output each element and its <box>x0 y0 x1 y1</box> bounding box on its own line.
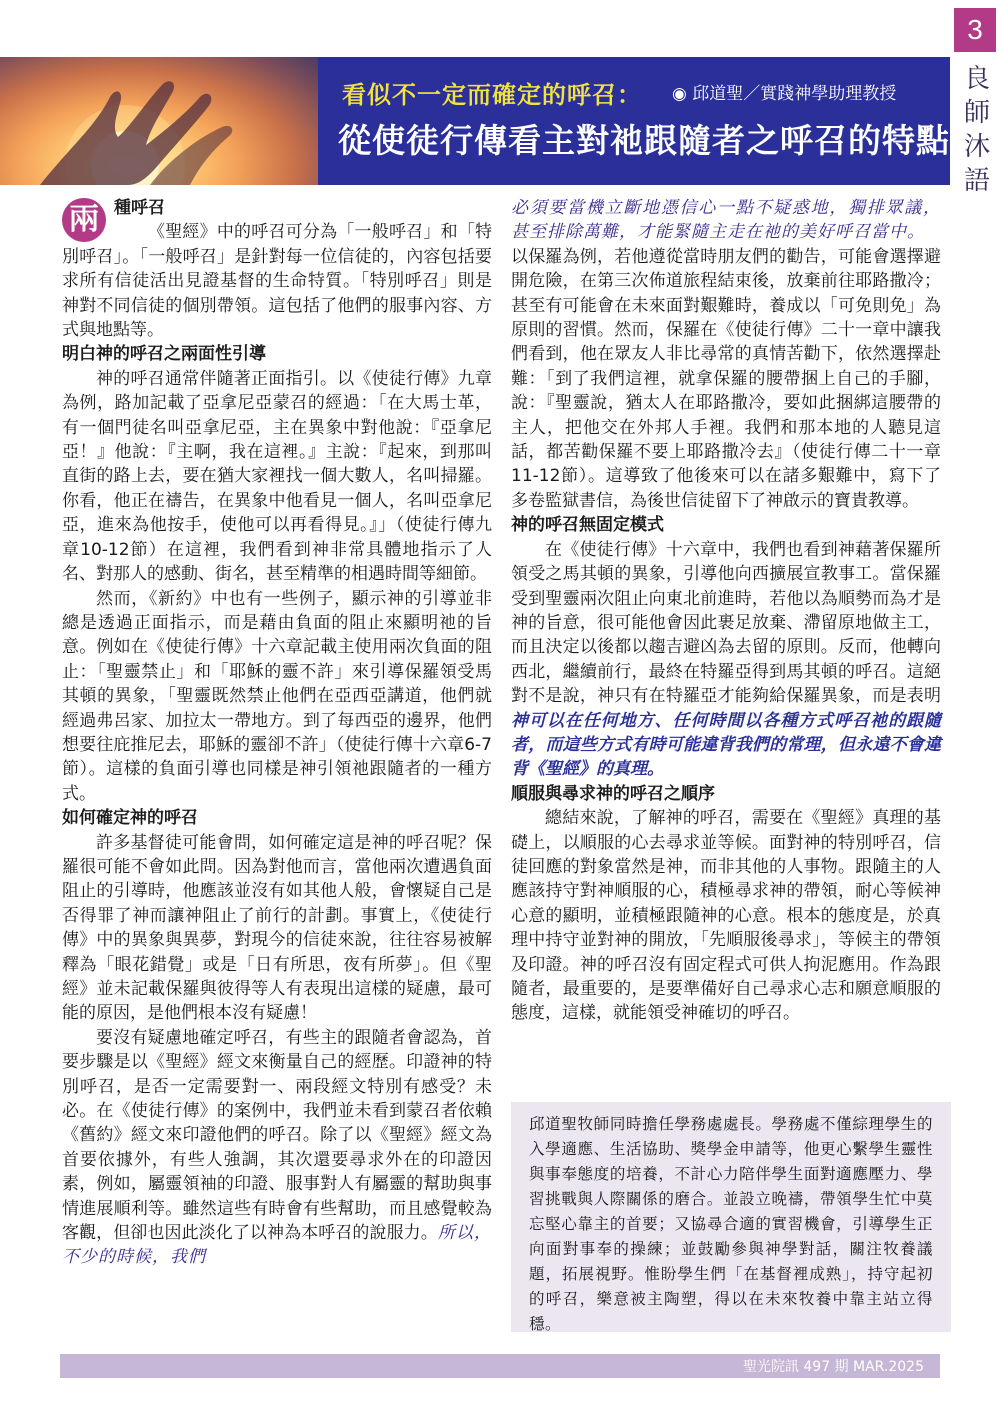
hands-silhouette-icon <box>0 57 318 185</box>
paragraph: 總結來說，了解神的呼召，需要在《聖經》真理的基礎上，以順服的心去尋求並等候。面對神的特別呼召，信徒回應的對象當然是神，而非其他的人事物。跟隨主的人應該持守對神順服的心，積極尋求神的帶領，耐心等候神心意的顯明，並積極跟隨神的心意。根本的態度是，於真理中持守並對神的開放，「先順服後尋求」，等候主的帶領及印證。神的呼召沒有固定程式可供人拘泥應用。作為跟隨者，最重要的，是要準備好自己尋求心志和願意順服的態度，這樣，就能領受神確切的呼召。 <box>511 808 941 1024</box>
author-bio: 邱道聖牧師同時擔任學務處處長。學務處不僅綜理學生的入學適應、生活協助、獎學金申請等，他更心繫學生靈性與事奉態度的培養，不計心力陪伴學生面對適應壓力、學習挑戰與人際關係的磨合。並設立晚禱，帶領學生忙中莫忘堅心靠主的首要；又協尋合適的實習機會，引導學生正向面對事奉的操練；並鼓勵參與神學對話，關注牧養議題，拓展視野。惟盼學生們「在基督裡成熟」，持守起初的呼召，樂意被主陶塑，得以在未來牧養中靠主站立得穩。 <box>529 1115 933 1333</box>
article-headline: 從使徒行傳看主對祂跟隨者之呼召的特點 <box>338 121 950 160</box>
paragraph: 以保羅為例，若他遵從當時朋友們的勸告，可能會選擇避開危險，在第三次佈道旅程結束後，放棄前往耶路撒冷；甚至有可能會在未來面對艱難時，養成以「可免則免」為原則的習慣。然而，保羅在《使徒行傳》二十一章中讓我們看到，他在眾友人非比尋常的真情苦勸下，依然選擇赴難：「到了我們這裡，就拿保羅的腰帶捆上自己的手腳，說：『聖靈說，猶太人在耶路撒冷，要如此捆綁這腰帶的主人，把他交在外邦人手裡。我們和那本地的人聽見這話，都苦勸保羅不要上耶路撒冷去』（使徒行傳二十一章11-12節）。這導致了他後來可以在諸多艱難中，寫下了多卷監獄書信，為後世信徒留下了神啟示的寶貴教導。 <box>511 246 941 511</box>
paragraph: 然而，《新約》中也有一些例子，顯示神的引導並非總是透過正面指示，而是藉由負面的阻止來顯明祂的旨意。例如在《使徒行傳》十六章記載主使用兩次負面的阻止：「聖靈禁止」和「耶穌的靈不許」來引導保羅領受馬其頓的異象，「聖靈既然禁止他們在亞西亞講道，他們就經過弗呂家、加拉太一帶地方。到了每西亞的邊界，他們想要往庇推尼去，耶穌的靈卻不許」（使徒行傳十六章6-7節）。這樣的負面引導也同樣是神引領祂跟隨者的一種方式。 <box>62 588 492 804</box>
left-column <box>62 196 492 1270</box>
title-banner <box>0 57 950 185</box>
paragraph-text: 要沒有疑慮地確定呼召，有些主的跟隨者會認為，首要步驟是以《聖經》經文來衡量自己的經歷。印證神的特別呼召，是否一定需要對一、兩段經文特別有感受？未必。在《使徒行傳》的案例中，我們並未看到蒙召者依賴《舊約》經文來印證他們的呼召。除了以《聖經》經文為首要依據外，有些人強調，其次還要尋求外在的印證因素，例如，屬靈領袖的印證、服事對人有屬靈的幫助與事情進展順利等。雖然這些有時會有些幫助，而且感覺較為客觀，但卻也因此淡化了以神為本呼召的說服力。 <box>62 1027 492 1244</box>
emphasis-text: 神可以在任何地方、任何時間以各種方式呼召祂的跟隨者，而這些方式有時可能違背我們的常理，但永遠不會違背《聖經》的真理。 <box>511 710 941 780</box>
highlight-quote: 必須要當機立斷地憑信心一點不疑惑地，獨排眾議，甚至排除萬難，才能緊隨主走在祂的美好呼召當中。 <box>511 198 941 243</box>
section-heading: 如何確定神的呼召 <box>62 808 198 829</box>
footer-issue: 聖光院訊 497 期 MAR.2025 <box>742 1359 924 1375</box>
top-stripe <box>0 0 950 57</box>
column-name: 良師沐語 <box>963 64 990 196</box>
highlight-quote: 所以，不少的時候，我們 <box>62 1223 493 1268</box>
paragraph <box>62 1026 492 1270</box>
right-column <box>511 196 941 1026</box>
author-bio-box <box>511 1102 951 1332</box>
page-number: 3 <box>954 8 996 52</box>
paragraph: 許多基督徒可能會問，如何確定這是神的呼召呢？保羅很可能不會如此問。因為對他而言，當他兩次遭遇負面阻止的引導時，他應該並沒有如其他人般，會懷疑自己是否得罪了神而讓神阻止了前行的計劃。事實上，《使徒行傳》中的異象與異夢，對現今的信徒來說，往往容易被解釋為「眼花錯覺」或是「日有所思，夜有所夢」。但《聖經》並未記載保羅與彼得等人有表現出這樣的疑慮，最可能的原因，是他們根本沒有疑慮！ <box>62 832 492 1024</box>
paragraph: 神的呼召通常伴隨著正面指引。以《使徒行傳》九章為例，路加記載了亞拿尼亞蒙召的經過：「在大馬士革，有一個門徒名叫亞拿尼亞，主在異象中對他說：『亞拿尼亞！』他說：『主啊，我在這裡。』主說：『起來，到那叫直街的路上去，要在猶大家裡找一個大數人，名叫掃羅。你看，他正在禱告，在異象中他看見一個人，名叫亞拿尼亞，進來為他按手，使他可以再看得見。』」（使徒行傳九章10-12節）在這裡，我們看到神非常具體地指示了人名、對那人的感動、街名，甚至精準的相遇時間等細節。 <box>62 368 492 585</box>
paragraph-text: 在《使徒行傳》十六章中，我們也看到神藉著保羅所領受之馬其頓的異象，引導他向西擴展宣教事工。當保羅受到聖靈兩次阻止向東北前進時，若他以為順勢而為才是神的旨意，很可能他會因此裹足放棄、滯留原地做主工，而且決定以後都以趨吉避凶為去留的原則。反而，他轉向西北，繼續前行，最終在特羅亞得到馬其頓的呼召。這絕對不是說，神只有在特羅亞才能夠給保羅異象，而是表明 <box>511 539 941 707</box>
paragraph: 《聖經》中的呼召可分為「一般呼召」和「特別呼召」。「一般呼召」是針對每一位信徒的，內容包括要求所有信徒活出見證基督的生命特質。「特別呼召」則是神對不同信徒的個別帶領。這包括了他們的服事內容、方式與地點等。 <box>62 222 492 341</box>
footer-bar <box>60 1354 940 1378</box>
article-kicker: 看似不一定而確定的呼召： <box>342 81 642 109</box>
section-heading: 神的呼召無固定模式 <box>511 515 664 536</box>
section-heading: 明白神的呼召之兩面性引導 <box>62 344 266 365</box>
hands-sunlight-image <box>0 57 318 185</box>
drop-cap: 兩 <box>62 198 106 242</box>
paragraph <box>511 538 941 782</box>
section-heading-two-callings: 種呼召 <box>114 198 165 218</box>
section-heading: 順服與尋求神的呼召之順序 <box>511 783 715 804</box>
author-byline: ◉ 邱道聖／實踐神學助理教授 <box>672 84 897 104</box>
